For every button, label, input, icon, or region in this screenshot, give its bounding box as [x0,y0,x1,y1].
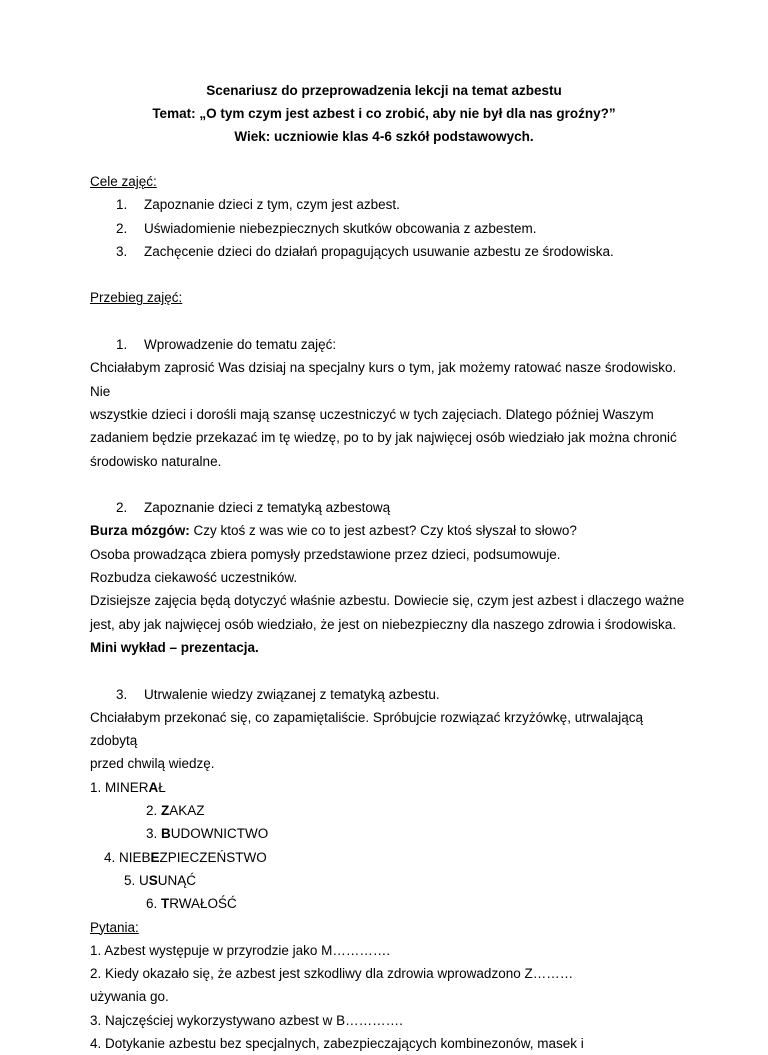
paragraph-line: Rozbudza ciekawość uczestników. [90,570,298,586]
crossword-key-letter: B [161,826,171,842]
crossword-row: 4. NIEBEZPIECZEŃSTWO [104,849,267,865]
section-title-text: Zapoznanie dzieci z tematyką azbestową [144,500,391,516]
paragraph-line: Chciałabym przekonać się, co zapamiętaliście. Spróbujcie rozwiązać krzyżówkę, utrwalającą zdobytą [90,709,643,749]
crossword-key-letter: E [150,849,160,865]
lesson-topic: Temat: „O tym czym jest azbest i co zrobić, aby nie był dla nas groźny?” [152,106,616,121]
crossword-row: 1. MINERAŁ [90,779,166,795]
crossword-key-letter: A [148,779,159,795]
brainstorm-text: Czy ktoś z was wie co to jest azbest? Czy ktoś słyszał to słowo? [189,523,577,539]
question-line: 3. Najczęściej wykorzystywano azbest w B…………. [90,1012,403,1028]
section-number: 3. [116,686,128,702]
title-block [0,79,768,148]
goal-item [90,240,690,263]
document-body [90,170,690,1055]
section-title-text: Utrwalenie wiedzy związanej z tematyką azbestu. [144,686,440,702]
questions-heading: Pytania: [90,919,139,935]
crossword [90,776,690,916]
section-title-text: Wprowadzenie do tematu zajęć: [144,337,337,353]
section-1-title [90,333,690,356]
brainstorm-line [90,519,690,542]
crossword-row: 5. USUNĄĆ [124,872,197,888]
document-title: Scenariusz do przeprowadzenia lekcji na temat azbestu [206,83,562,98]
section-3-title [90,683,690,706]
question-line: używania go. [90,989,169,1005]
goal-number: 2. [116,220,128,236]
goal-text: Uświadomienie niebezpiecznych skutków obcowania z azbestem. [144,220,537,236]
goal-item [90,217,690,240]
crossword-key-letter: S [148,872,158,888]
section-number: 2. [116,500,128,516]
brainstorm-label: Burza mózgów: [90,523,190,539]
target-age: Wiek: uczniowie klas 4-6 szkół podstawowych. [234,129,534,144]
goals-heading: Cele zajęć: [90,174,157,189]
goal-number: 3. [116,243,128,259]
goal-item [90,193,690,216]
section-number: 1. [116,337,128,353]
paragraph-line: Osoba prowadząca zbiera pomysły przedstawione przez dzieci, podsumowuje. [90,546,561,562]
question-line: 2. Kiedy okazało się, że azbest jest szkodliwy dla zdrowia wprowadzono Z……… [90,966,574,982]
paragraph-line: przed chwilą wiedzę. [90,756,215,772]
crossword-row: 2. ZAKAZ [146,803,205,819]
crossword-key-letter: Z [161,803,170,819]
paragraph-line: Chciałabym zaprosić Was dzisiaj na specjalny kurs o tym, jak możemy ratować nasze środowisko. Nie [90,360,677,399]
crossword-row: 3. BUDOWNICTWO [146,826,269,842]
crossword-key-letter: T [161,896,170,912]
goal-number: 1. [116,197,128,213]
mini-lecture: Mini wykład – prezentacja. [90,639,259,655]
goal-text: Zapoznanie dzieci z tym, czym jest azbest. [144,197,400,213]
paragraph-line: środowisko naturalne. [90,453,222,469]
course-heading: Przebieg zajęć: [90,290,183,306]
question-line: 1. Azbest występuje w przyrodzie jako M…………. [90,942,391,958]
section-2-title [90,496,690,519]
paragraph-line: Dzisiejsze zajęcia będą dotyczyć właśnie azbestu. Dowiecie się, czym jest azbest i dlaczego ważne [90,593,685,609]
crossword-row: 6. TRWAŁOŚĆ [146,896,237,912]
goal-text: Zachęcenie dzieci do działań propagujących usuwanie azbestu ze środowiska. [144,243,614,259]
paragraph-line: zadaniem będzie przekazać im tę wiedzę, po to by jak najwięcej osób wiedziało jak można chronić [90,430,677,446]
question-line: 4. Dotykanie azbestu bez specjalnych, zabezpieczających kombinezonów, masek i [90,1035,584,1051]
paragraph-line: wszystkie dzieci i dorośli mają szansę uczestniczyć w tych zajęciach. Dlatego później Waszym [90,406,654,422]
paragraph-line: jest, aby jak najwięcej osób wiedziało, że jest on niebezpieczny dla naszego zdrowia i środowiska. [90,616,677,632]
